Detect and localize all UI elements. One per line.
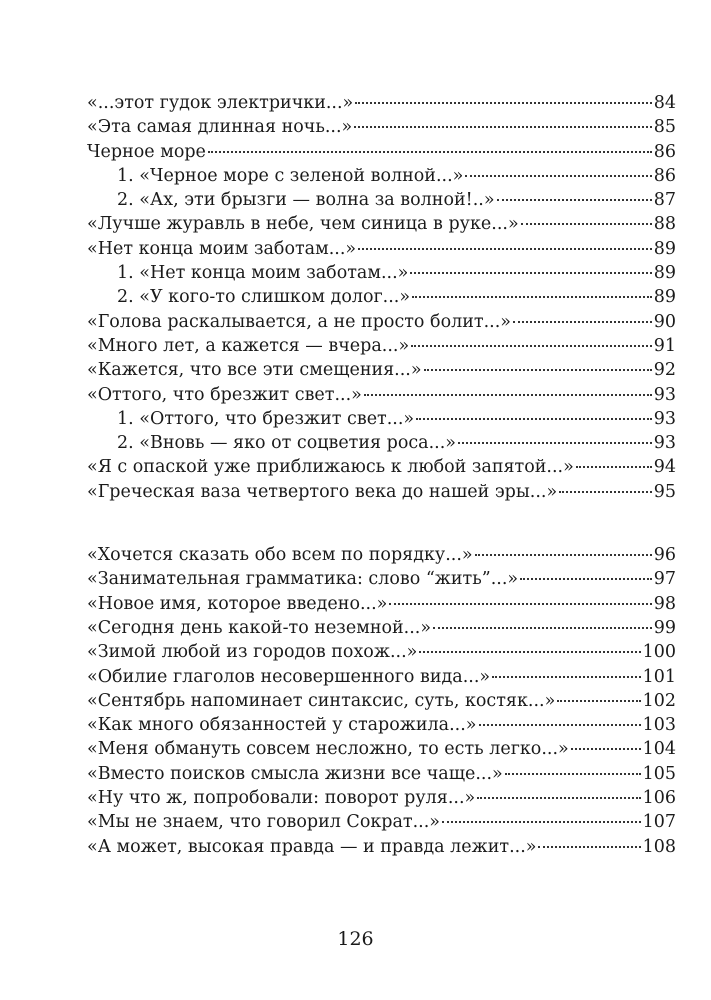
dot-leader <box>521 223 652 225</box>
toc-entry-page: 89 <box>653 287 676 308</box>
toc-entry-title: «Ну что ж, попробовали: поворот руля...» <box>87 788 476 809</box>
toc-entry-title: «Занимательная грамматика: слово “жить”...» <box>87 569 519 590</box>
toc-entry <box>87 737 676 761</box>
toc-entry <box>87 543 676 567</box>
toc-entry <box>87 689 676 713</box>
toc-entry-title: 2. «У кого-то слишком долог...» <box>117 287 411 308</box>
toc-entry-page: 103 <box>642 715 676 736</box>
toc-entry <box>87 115 676 139</box>
toc-entry-title: «Много лет, а кажется — вчера...» <box>87 335 410 356</box>
toc-entry <box>87 835 676 859</box>
toc-entry-page: 86 <box>653 165 676 186</box>
toc-entry-title: «...этот гудок электрички...» <box>87 93 354 113</box>
dot-leader <box>475 554 652 556</box>
toc-entry-page: 91 <box>653 335 676 356</box>
toc-entry-page: 87 <box>653 190 676 211</box>
toc-entry-title: «Хочется сказать обо всем по порядку...» <box>87 545 473 566</box>
toc-entry-title: «Голова раскалывается, а не просто болит...» <box>87 311 511 332</box>
toc-entry <box>87 480 676 504</box>
toc-entry <box>87 640 676 664</box>
toc-entry-page: 92 <box>653 360 676 381</box>
toc-entry-page: 105 <box>642 763 676 784</box>
toc-entry <box>87 786 676 810</box>
toc-entry <box>87 140 676 164</box>
toc-entry-page: 94 <box>653 457 676 478</box>
toc-entry <box>87 592 676 616</box>
toc-group-2 <box>87 543 676 859</box>
toc-entry-title: «Нет конца моим заботам...» <box>87 238 357 259</box>
toc-entry-title: «Зимой любой из городов похож...» <box>87 642 418 663</box>
toc-entry-page: 93 <box>653 384 676 405</box>
toc-entry-page: 86 <box>653 141 676 162</box>
dot-leader <box>571 748 641 750</box>
toc-entry-page: 89 <box>653 238 676 259</box>
toc-entry-page: 89 <box>653 263 676 284</box>
toc-entry-title: Черное море <box>87 141 206 162</box>
dot-leader <box>497 199 652 201</box>
toc-entry-page: 106 <box>642 788 676 809</box>
toc-entry <box>87 212 676 236</box>
toc-entry-page: 90 <box>653 311 676 332</box>
dot-leader <box>479 724 641 726</box>
toc-entry-title: 2. «Ах, эти брызги — волна за волной!..» <box>117 190 495 211</box>
dot-leader <box>433 627 652 629</box>
toc-entry <box>87 713 676 737</box>
toc-entry-title: 2. «Вновь — яко от соцветия роса...» <box>117 433 457 454</box>
toc-entry-page: 100 <box>642 642 676 663</box>
toc-entry-title: «Меня обмануть совсем несложно, то есть легко...» <box>87 739 569 760</box>
toc-entry-title: «Как много обязанностей у старожила...» <box>87 715 477 736</box>
toc-entry-page: 96 <box>653 545 676 566</box>
toc-entry-title: «Оттого, что брезжит свет...» <box>87 384 362 405</box>
toc-entry <box>87 455 676 479</box>
toc-entry-title: «Эта самая длинная ночь...» <box>87 117 353 138</box>
toc-entry <box>87 91 676 115</box>
dot-leader <box>513 321 652 323</box>
dot-leader <box>364 394 652 396</box>
toc-entry-page: 101 <box>642 666 676 687</box>
dot-leader <box>465 175 651 177</box>
dot-leader <box>477 797 640 799</box>
toc-entry <box>87 810 676 834</box>
toc-entry <box>87 237 676 261</box>
toc-group-1 <box>87 91 676 504</box>
toc-entry-title: «Я с опаской уже приближаюсь к любой запятой...» <box>87 457 574 478</box>
toc-entry <box>87 358 676 382</box>
toc-entry-title: «Обилие глаголов несовершенного вида...» <box>87 666 491 687</box>
toc-entry <box>87 567 676 591</box>
toc-entry-page: 102 <box>642 690 676 711</box>
dot-leader <box>424 369 652 371</box>
toc-entry-page: 85 <box>653 117 676 138</box>
dot-leader <box>410 272 651 274</box>
toc-entry <box>87 285 676 309</box>
toc-entry-title: 1. «Черное море с зеленой волной...» <box>117 165 464 186</box>
toc-entry <box>87 407 676 431</box>
dot-leader <box>557 700 640 702</box>
dot-leader <box>355 102 651 104</box>
toc-entry-title: «Сентябрь напоминает синтаксис, суть, костяк...» <box>87 690 556 711</box>
toc-entry-page: 104 <box>642 739 676 760</box>
toc-entry-title: «Сегодня день какой-то неземной...» <box>87 617 432 638</box>
toc-entry <box>87 310 676 334</box>
dot-leader <box>505 773 641 775</box>
toc-entry-title: «Новое имя, которое введено...» <box>87 593 388 614</box>
page-number: 126 <box>337 928 374 950</box>
dot-leader <box>458 442 652 444</box>
dot-leader <box>419 651 640 653</box>
toc-entry-page: 97 <box>653 569 676 590</box>
toc-entry-title: «Греческая ваза четвертого века до нашей эры...» <box>87 481 558 502</box>
dot-leader <box>358 248 652 250</box>
toc-entry-title: «А может, высокая правда — и правда лежит...» <box>87 836 537 857</box>
toc-entry-page: 108 <box>642 836 676 857</box>
dot-leader <box>208 151 652 153</box>
dot-leader <box>492 676 641 678</box>
toc-entry-page: 93 <box>653 408 676 429</box>
toc-entry-title: «Вместо поисков смысла жизни все чаще...» <box>87 763 503 784</box>
toc-entry-title: 1. «Нет конца моим заботам...» <box>117 263 409 284</box>
dot-leader <box>538 846 640 848</box>
dot-leader <box>411 345 652 347</box>
dot-leader <box>416 418 652 420</box>
table-of-contents <box>87 91 676 859</box>
toc-entry-page: 88 <box>653 214 676 235</box>
toc-entry <box>87 261 676 285</box>
toc-entry-page: 95 <box>653 481 676 502</box>
dot-leader <box>389 603 651 605</box>
toc-entry <box>87 164 676 188</box>
toc-entry-page: 93 <box>653 433 676 454</box>
dot-leader <box>354 126 651 128</box>
toc-entry-page: 107 <box>642 812 676 833</box>
dot-leader <box>412 296 652 298</box>
toc-entry-page: 84 <box>653 93 676 113</box>
toc-entry-title: 1. «Оттого, что брезжит свет...» <box>117 408 415 429</box>
toc-entry <box>87 188 676 212</box>
toc-entry <box>87 762 676 786</box>
dot-leader <box>576 466 652 468</box>
toc-entry <box>87 334 676 358</box>
toc-entry-page: 98 <box>653 593 676 614</box>
toc-entry-page: 99 <box>653 617 676 638</box>
dot-leader <box>442 821 641 823</box>
dot-leader <box>559 491 652 493</box>
toc-entry <box>87 383 676 407</box>
toc-entry-title: «Лучше журавль в небе, чем синица в руке...» <box>87 214 519 235</box>
dot-leader <box>520 578 652 580</box>
toc-entry-title: «Мы не знаем, что говорил Сократ...» <box>87 812 440 833</box>
toc-entry-title: «Кажется, что все эти смещения...» <box>87 360 422 381</box>
toc-entry <box>87 431 676 455</box>
toc-entry <box>87 665 676 689</box>
toc-entry <box>87 616 676 640</box>
